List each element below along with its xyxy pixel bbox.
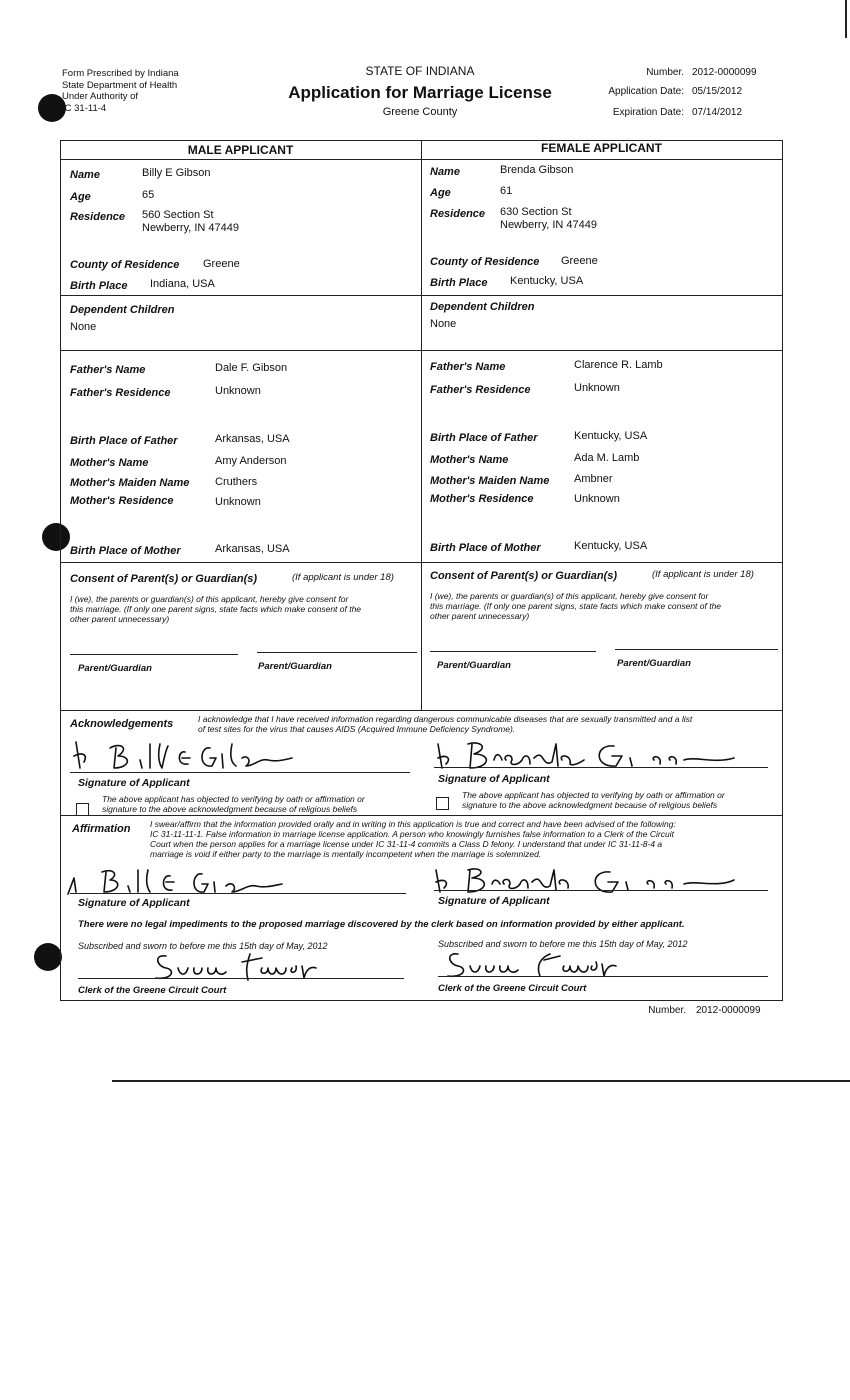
punch-hole-bottom (34, 943, 62, 971)
male-mother-maiden-label: Mother's Maiden Name (70, 477, 190, 489)
table-left-border (60, 140, 61, 1000)
female-mother-birthplace-label: Birth Place of Mother (430, 542, 541, 554)
male-county-label: County of Residence (70, 259, 180, 271)
expiration-date-value: 07/14/2012 (692, 107, 743, 118)
female-consent-text: I (we), the parents or guardian(s) of this applicant, hereby give consent for this marriage. (If only one parent signs, state facts which make consent of the other parent unnecessary) (430, 591, 722, 621)
female-religious-objection-text: The above applicant has objected to verifying by oath or affirmation or signature to the above acknowledgment because of religious beliefs (462, 790, 725, 810)
male-guardian-line-2 (257, 652, 417, 653)
male-father-birthplace-label: Birth Place of Father (70, 435, 178, 447)
male-ack-signature-label: Signature of Applicant (78, 777, 190, 789)
male-guardian-label-2: Parent/Guardian (258, 661, 332, 672)
row-divider-parents (60, 350, 782, 351)
male-age-value: 65 (142, 189, 155, 201)
female-sworn-statement: Subscribed and sworn to before me this 15th day of May, 2012 (438, 939, 688, 949)
male-residence-label: Residence (70, 211, 126, 223)
county-heading: Greene County (382, 106, 458, 118)
scan-bottom-rule (112, 1080, 850, 1082)
scan-edge-mark (845, 0, 847, 38)
male-mother-name-label: Mother's Name (70, 457, 149, 469)
female-county-value: Greene (561, 255, 598, 267)
footer-number-label: Number. (648, 1005, 686, 1016)
female-mother-name-value: Ada M. Lamb (574, 452, 640, 464)
male-consent-title: Consent of Parent(s) or Guardian(s) (70, 573, 258, 585)
male-guardian-line-1 (70, 654, 238, 655)
male-father-birthplace-value: Arkansas, USA (215, 433, 290, 445)
female-ack-signature (434, 738, 774, 774)
male-county-value: Greene (203, 258, 240, 270)
male-applicant-heading: MALE APPLICANT (187, 143, 294, 157)
female-age-label: Age (430, 187, 451, 199)
row-divider-affirm (60, 815, 782, 816)
male-residence-line2: Newberry, IN 47449 (142, 222, 240, 234)
male-residence-line1: 560 Section St (142, 209, 214, 221)
female-mother-maiden-label: Mother's Maiden Name (430, 475, 550, 487)
female-ack-signature-line (434, 767, 768, 768)
male-consent-text: I (we), the parents or guardian(s) of this applicant, hereby give consent for this marriage. (If only one parent signs, state facts which make consent of the other parent unnecessary) (70, 594, 362, 624)
female-residence-label: Residence (430, 208, 486, 220)
female-affirmation-signature-line (434, 890, 768, 891)
female-age-value: 61 (500, 185, 513, 197)
female-guardian-label-1: Parent/Guardian (437, 660, 511, 671)
female-mother-residence-label: Mother's Residence (430, 493, 534, 505)
female-mother-residence-value: Unknown (574, 493, 620, 505)
male-father-residence-value: Unknown (215, 385, 261, 397)
female-name-label: Name (430, 166, 460, 178)
female-affirmation-signature-label: Signature of Applicant (438, 895, 550, 907)
female-affirmation-signature (434, 866, 754, 896)
male-birthplace-label: Birth Place (70, 280, 128, 292)
male-consent-note: (If applicant is under 18) (292, 572, 394, 583)
male-religious-objection-checkbox[interactable] (76, 803, 89, 816)
male-guardian-label-1: Parent/Guardian (78, 663, 152, 674)
female-father-residence-label: Father's Residence (430, 384, 531, 396)
male-mother-birthplace-label: Birth Place of Mother (70, 545, 181, 557)
female-clerk-label: Clerk of the Greene Circuit Court (438, 983, 587, 994)
female-father-residence-value: Unknown (574, 382, 620, 394)
footer-number-value: 2012-0000099 (696, 1005, 761, 1016)
female-name-value: Brenda Gibson (500, 164, 574, 176)
female-residence-line2: Newberry, IN 47449 (500, 219, 598, 231)
row-divider-dependents (60, 295, 782, 296)
female-consent-title: Consent of Parent(s) or Guardian(s) (430, 570, 618, 582)
female-mother-name-label: Mother's Name (430, 454, 509, 466)
male-birthplace-value: Indiana, USA (150, 278, 215, 290)
female-guardian-line-1 (430, 651, 596, 652)
female-residence-line1: 630 Section St (500, 206, 572, 218)
male-sworn-statement: Subscribed and sworn to before me this 15th day of May, 2012 (78, 941, 328, 951)
affirmation-title: Affirmation (72, 823, 131, 835)
female-consent-note: (If applicant is under 18) (652, 569, 754, 580)
ack-title: Acknowledgements (70, 718, 174, 730)
male-clerk-label: Clerk of the Greene Circuit Court (78, 985, 227, 996)
female-religious-objection-checkbox[interactable] (436, 797, 449, 810)
female-father-birthplace-value: Kentucky, USA (574, 430, 648, 442)
table-bottom-border (60, 1000, 783, 1001)
heading-underline (60, 159, 782, 160)
male-name-value: Billy E Gibson (142, 167, 211, 179)
ack-text: I acknowledge that I have received information regarding dangerous communicable diseases that are sexually transmitted and a list of test sites for the virus that causes AIDS (Acquired Immune Deficiency Syndrome). (198, 714, 693, 734)
table-center-divider (421, 140, 422, 710)
male-mother-maiden-value: Cruthers (215, 476, 258, 488)
male-mother-birthplace-value: Arkansas, USA (215, 543, 290, 555)
number-value: 2012-0000099 (692, 67, 757, 78)
expiration-date-label: Expiration Date: (612, 107, 684, 118)
female-father-birthplace-label: Birth Place of Father (430, 432, 538, 444)
application-date-label: Application Date: (608, 86, 684, 97)
male-mother-residence-value: Unknown (215, 496, 261, 508)
page-title: Application for Marriage License (288, 83, 552, 102)
female-dependents-value: None (430, 318, 457, 330)
form-prescribed-block: Form Prescribed by Indiana State Department of Health Under Authority of IC 31-11-4 (62, 68, 179, 114)
no-impediments-statement: There were no legal impediments to the proposed marriage discovered by the clerk based on information provided by either applicant. (78, 919, 685, 930)
female-mother-maiden-value: Ambner (574, 473, 613, 485)
male-ack-signature-line (70, 772, 410, 773)
female-clerk-signature-line (438, 976, 768, 977)
female-father-name-value: Clarence R. Lamb (574, 359, 663, 371)
table-right-border (782, 140, 783, 1000)
row-divider-consent (60, 562, 782, 563)
female-applicant-heading: FEMALE APPLICANT (541, 141, 662, 155)
male-father-residence-label: Father's Residence (70, 387, 171, 399)
male-religious-objection-text: The above applicant has objected to verifying by oath or affirmation or signature to the above acknowledgment because of religious beliefs (102, 794, 365, 814)
male-mother-residence-label: Mother's Residence (70, 495, 174, 507)
state-heading: STATE OF INDIANA (365, 64, 475, 78)
female-mother-birthplace-value: Kentucky, USA (574, 540, 648, 552)
female-dependents-label: Dependent Children (430, 301, 535, 313)
female-birthplace-value: Kentucky, USA (510, 275, 584, 287)
male-affirmation-signature-line (70, 893, 406, 894)
male-affirmation-signature-label: Signature of Applicant (78, 897, 190, 909)
male-dependents-label: Dependent Children (70, 304, 175, 316)
row-divider-ack (60, 710, 782, 711)
male-father-name-label: Father's Name (70, 364, 146, 376)
punch-hole-middle (42, 523, 70, 551)
female-father-name-label: Father's Name (430, 361, 506, 373)
female-guardian-label-2: Parent/Guardian (617, 658, 691, 669)
male-name-label: Name (70, 169, 100, 181)
male-father-name-value: Dale F. Gibson (215, 362, 288, 374)
number-label: Number. (646, 67, 684, 78)
application-date-value: 05/15/2012 (692, 86, 743, 97)
female-birthplace-label: Birth Place (430, 277, 488, 289)
female-county-label: County of Residence (430, 256, 540, 268)
female-ack-signature-label: Signature of Applicant (438, 773, 550, 785)
male-clerk-signature-line (78, 978, 404, 979)
male-mother-name-value: Amy Anderson (215, 455, 287, 467)
male-dependents-value: None (70, 321, 97, 333)
affirmation-text: I swear/affirm that the information provided orally and in writing in this application is true and correct and have been advised of the following: IC 31-11-11-1. False information in marriage license application. A person who knowingly furnishes false information to a Clerk of the Circuit Court when the person applies for a marriage license under IC 31-11-4 commits a Class D felony. I understand that under IC 31-11-8-4 a marriage is void if either party to the marriage is mentally incompetent when the marriage is solemnized. (150, 819, 676, 859)
female-guardian-line-2 (615, 649, 778, 650)
male-age-label: Age (70, 191, 91, 203)
